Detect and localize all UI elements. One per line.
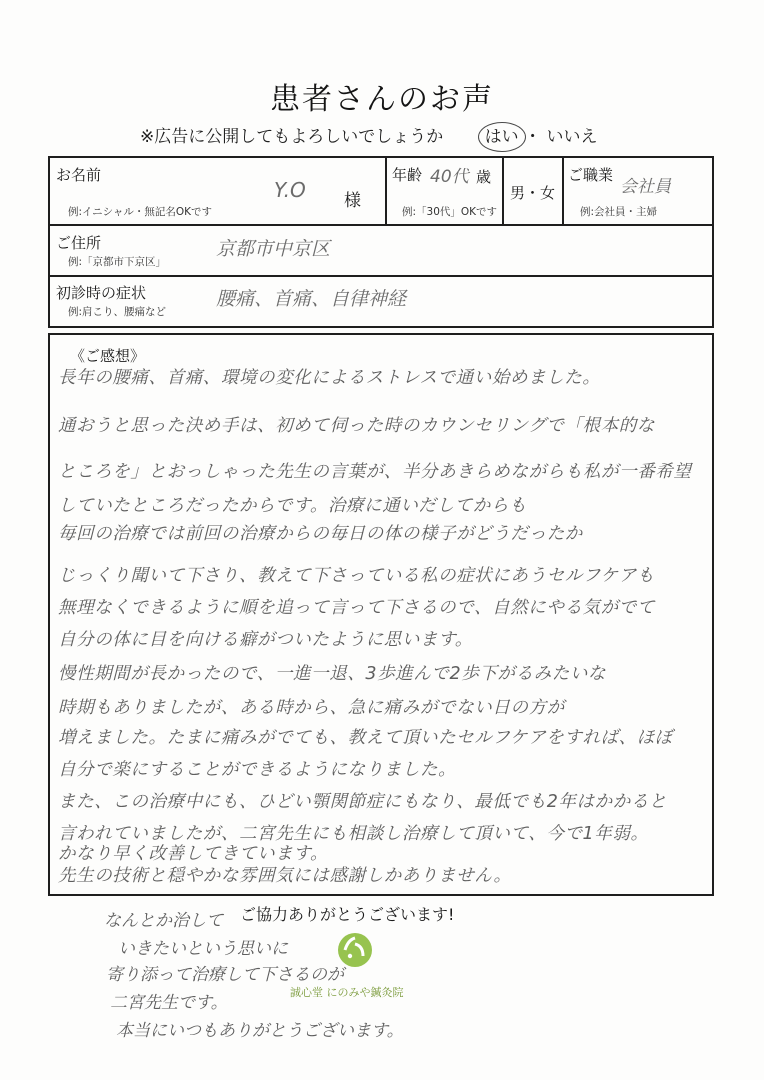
impression-line: 自分の体に目を向ける癖がついたように思います。 — [58, 630, 473, 650]
job-label: ご職業 — [568, 166, 614, 184]
impression-line: 増えました。たまに痛みがでても、教えて頂いたセルフケアをすれば、ほぼ — [58, 728, 673, 748]
consent-question: ※広告に公開してもよろしいでしょうか — [140, 127, 444, 147]
form-col-divider — [562, 158, 564, 226]
address-value: 京都市中京区 — [216, 238, 331, 260]
job-example: 例:会社員・主婦 — [580, 206, 658, 218]
impression-line: 慢性期間が長かったので、一進一退、3歩進んで2歩下がるみたいな — [58, 664, 607, 684]
impression-line: していたところだったからです。治療に通いだしてからも — [58, 496, 528, 516]
note-line: いきたいという思いに — [118, 939, 288, 959]
impression-line: 通おうと思った決め手は、初めて伺った時のカウンセリングで「根本的な — [58, 416, 655, 436]
impression-line: 長年の腰痛、首痛、環境の変化によるストレスで通い始めました。 — [58, 368, 601, 388]
age-label: 年齢 — [392, 166, 423, 184]
note-line: 本当にいつもありがとうございます。 — [116, 1021, 404, 1041]
address-label: ご住所 — [56, 234, 102, 252]
consent-separator: ・ — [524, 127, 542, 147]
impressions-heading: 《ご感想》 — [70, 347, 146, 365]
name-label: お名前 — [56, 166, 102, 184]
impression-line: 無理なくできるように順を追って言って下さるので、自然にやる気がでて — [58, 598, 655, 618]
age-suffix: 歳 — [476, 168, 492, 186]
impression-line: じっくり聞いて下さり、教えて下さっている私の症状にあうセルフケアも — [58, 566, 655, 586]
consent-yes-circled: はい — [484, 127, 519, 147]
age-value: 40代 — [430, 167, 469, 187]
note-line: 寄り添って治療して下さるのが — [106, 965, 344, 985]
symptom-example: 例:肩こり、腰痛など — [68, 306, 167, 318]
impression-line: 言われていましたが、二宮先生にも相談し治療して頂いて、今で1年弱。 — [58, 824, 649, 844]
age-example: 例:「30代」OKです — [402, 206, 498, 218]
consent-no: いいえ — [546, 127, 598, 147]
form-col-divider — [385, 158, 387, 226]
note-line: なんとか治して — [104, 911, 223, 931]
name-value: Y.O — [274, 178, 306, 202]
impression-line: 先生の技術と穏やかな雰囲気には感謝しかありません。 — [58, 866, 512, 886]
job-value: 会社員 — [620, 177, 671, 197]
thanks-message: ご協力ありがとうございます! — [240, 905, 455, 924]
impression-line: かなり早く改善してきています。 — [58, 844, 329, 864]
symptom-value: 腰痛、首痛、自律神経 — [216, 288, 407, 310]
page-title: 患者さんのお声 — [270, 82, 494, 117]
form-col-divider — [502, 158, 504, 226]
impression-line: 自分で楽にすることができるようになりました。 — [58, 760, 457, 780]
symptom-label: 初診時の症状 — [56, 284, 147, 302]
consent-question-row — [140, 122, 597, 147]
address-example: 例:「京都市下京区」 — [68, 256, 167, 268]
clinic-name: 誠心堂 にのみや鍼灸院 — [290, 986, 404, 999]
clinic-logo-icon — [330, 928, 380, 972]
name-example: 例:イニシャル・無記名OKです — [68, 206, 213, 218]
name-suffix: 様 — [344, 191, 361, 211]
note-line: 二宮先生です。 — [110, 993, 228, 1013]
gender-options: 男・女 — [510, 184, 556, 202]
impression-line: 時期もありましたが、ある時から、急に痛みがでない日の方が — [58, 698, 565, 718]
patient-info-form — [48, 156, 714, 328]
impression-line: 毎回の治療では前回の治療からの毎日の体の様子がどうだったか — [58, 524, 583, 544]
form-row-divider — [50, 224, 712, 226]
impression-line: また、この治療中にも、ひどい顎関節症にもなり、最低でも2年はかかると — [58, 792, 668, 812]
form-row-divider — [50, 275, 712, 277]
impression-line: ところを」とおっしゃった先生の言葉が、半分あきらめながらも私が一番希望 — [58, 462, 692, 482]
